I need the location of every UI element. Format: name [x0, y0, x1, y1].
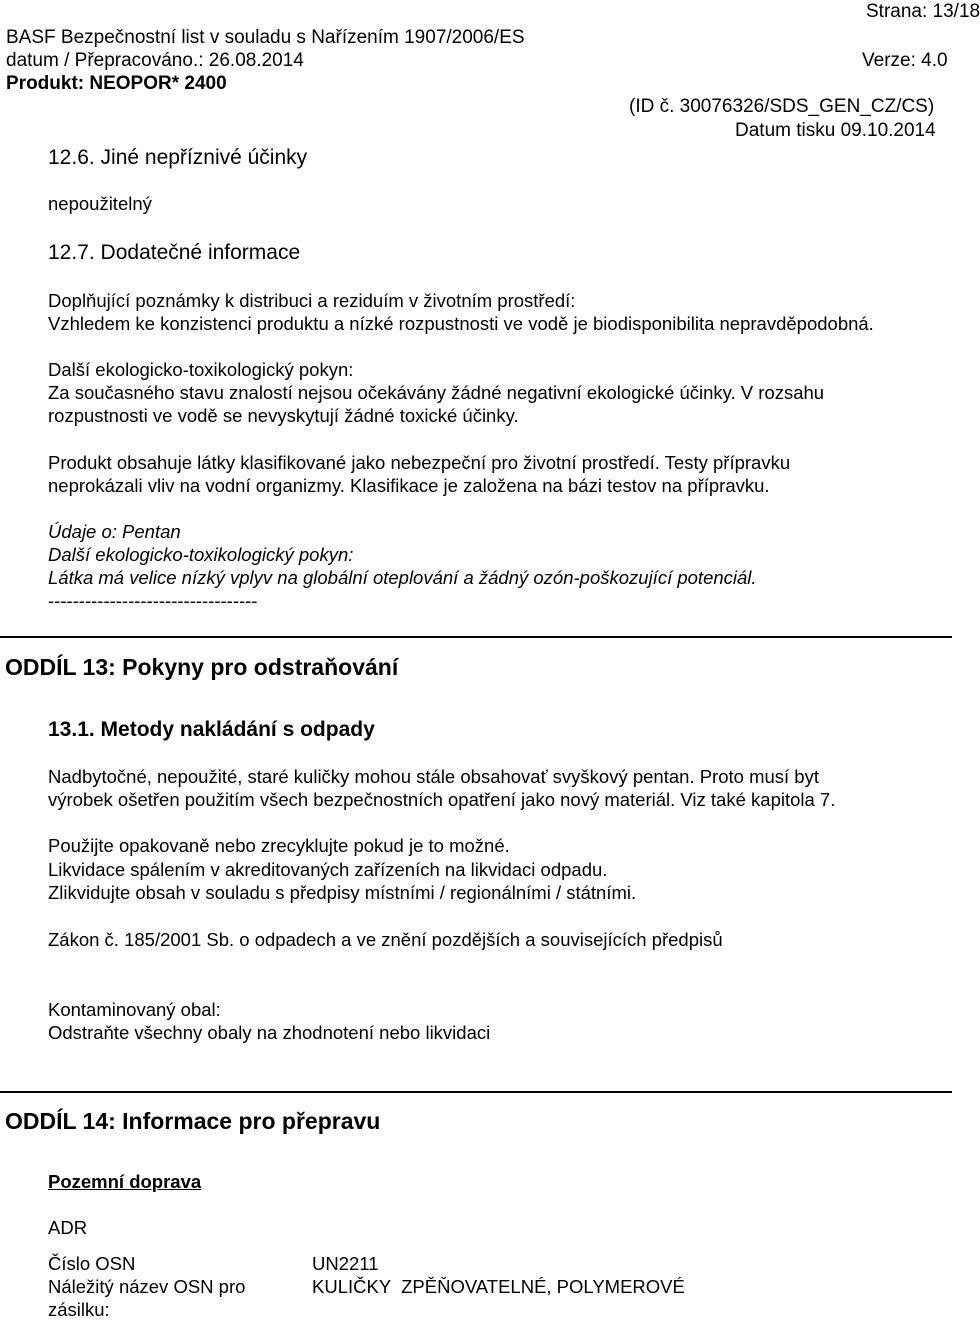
paragraph-line: Vzhledem ke konzistenci produktu a nízké rozpustnosti ve vodě je biodisponibilita nepravděpodobná. [48, 313, 874, 334]
paragraph-line: Kontaminovaný obal: [48, 999, 221, 1020]
paragraph-line: Nadbytočné, nepoužité, staré kuličky mohou stále obsahovať svyškový pentan. Proto musí byt [48, 766, 819, 787]
section-14-heading: ODDÍL 14: Informace pro přepravu [5, 1108, 381, 1134]
page-number: Strana: 13/18 [866, 1, 980, 22]
section-12-7-heading: 12.7. Dodatečné informace [48, 241, 301, 264]
adr-label: ADR [48, 1217, 88, 1238]
paragraph-line: Použijte opakovaně nebo zrecyklujte pokud je to možné. [48, 835, 510, 856]
paragraph-line: Látka má velice nízký vplyv na globální oteplování a žádný ozón-poškozující potenciál. [48, 567, 757, 588]
un-number-value: UN2211 [312, 1253, 379, 1274]
version-label: Verze: 4.0 [862, 50, 948, 71]
section-divider [0, 636, 952, 638]
paragraph-line: Likvidace spálením v akreditovaných zařízeních na likvidaci odpadu. [48, 859, 608, 880]
paragraph-line: Produkt obsahuje látky klasifikované jako nebezpeční pro životní prostředí. Testy přípravku [48, 452, 791, 473]
shipping-name-value: KULIČKY ZPĚŇOVATELNÉ, POLYMEROVÉ [312, 1276, 685, 1297]
paragraph-line: Odstraňte všechny obaly na zhodnotení nebo likvidaci [48, 1022, 491, 1043]
document-title: BASF Bezpečnostní list v souladu s Nařízením 1907/2006/ES [6, 27, 525, 48]
paragraph-line: Údaje o: Pentan [48, 521, 181, 542]
section-13-heading: ODDÍL 13: Pokyny pro odstraňování [5, 654, 399, 680]
dash-separator: ---------------------------------- [48, 590, 258, 611]
revision-date: datum / Přepracováno.: 26.08.2014 [6, 50, 304, 71]
land-transport-heading: Pozemní doprava [48, 1171, 202, 1192]
paragraph-line: Další ekologicko-toxikologický pokyn: [48, 359, 354, 380]
paragraph-line: neprokázali vliv na vodní organizmy. Klasifikace je založena na bázi testov na přípravku. [48, 475, 770, 496]
un-number-label: Číslo OSN [48, 1253, 136, 1274]
paragraph-line: Zlikvidujte obsah v souladu s předpisy místními / regionálními / státními. [48, 882, 637, 903]
document-id: (ID č. 30076326/SDS_GEN_CZ/CS) [629, 96, 935, 117]
shipping-name-label: Náležitý název OSN pro [48, 1276, 246, 1297]
shipping-name-label: zásilku: [48, 1299, 110, 1320]
paragraph-line: Další ekologicko-toxikologický pokyn: [48, 544, 354, 565]
paragraph-line: Zákon č. 185/2001 Sb. o odpadech a ve znění pozdějších a souvisejících předpisů [48, 929, 723, 950]
section-13-1-heading: 13.1. Metody nakládání s odpady [48, 718, 375, 741]
print-date: Datum tisku 09.10.2014 [735, 120, 936, 141]
section-12-6-text: nepoužitelný [48, 193, 152, 214]
section-divider [0, 1091, 952, 1093]
section-12-6-heading: 12.6. Jiné nepříznivé účinky [48, 146, 308, 169]
paragraph-line: rozpustnosti ve vodě se nevyskytují žádné toxické účinky. [48, 405, 519, 426]
product-name: Produkt: NEOPOR* 2400 [6, 73, 227, 94]
paragraph-line: Za současného stavu znalostí nejsou očekávány žádné negativní ekologické účinky. V rozsahu [48, 382, 825, 403]
paragraph-line: Doplňující poznámky k distribuci a reziduím v životním prostředí: [48, 290, 576, 311]
paragraph-line: výrobek ošetřen použitím všech bezpečnostních opatření jako nový materiál. Viz také kapitola 7. [48, 789, 836, 810]
